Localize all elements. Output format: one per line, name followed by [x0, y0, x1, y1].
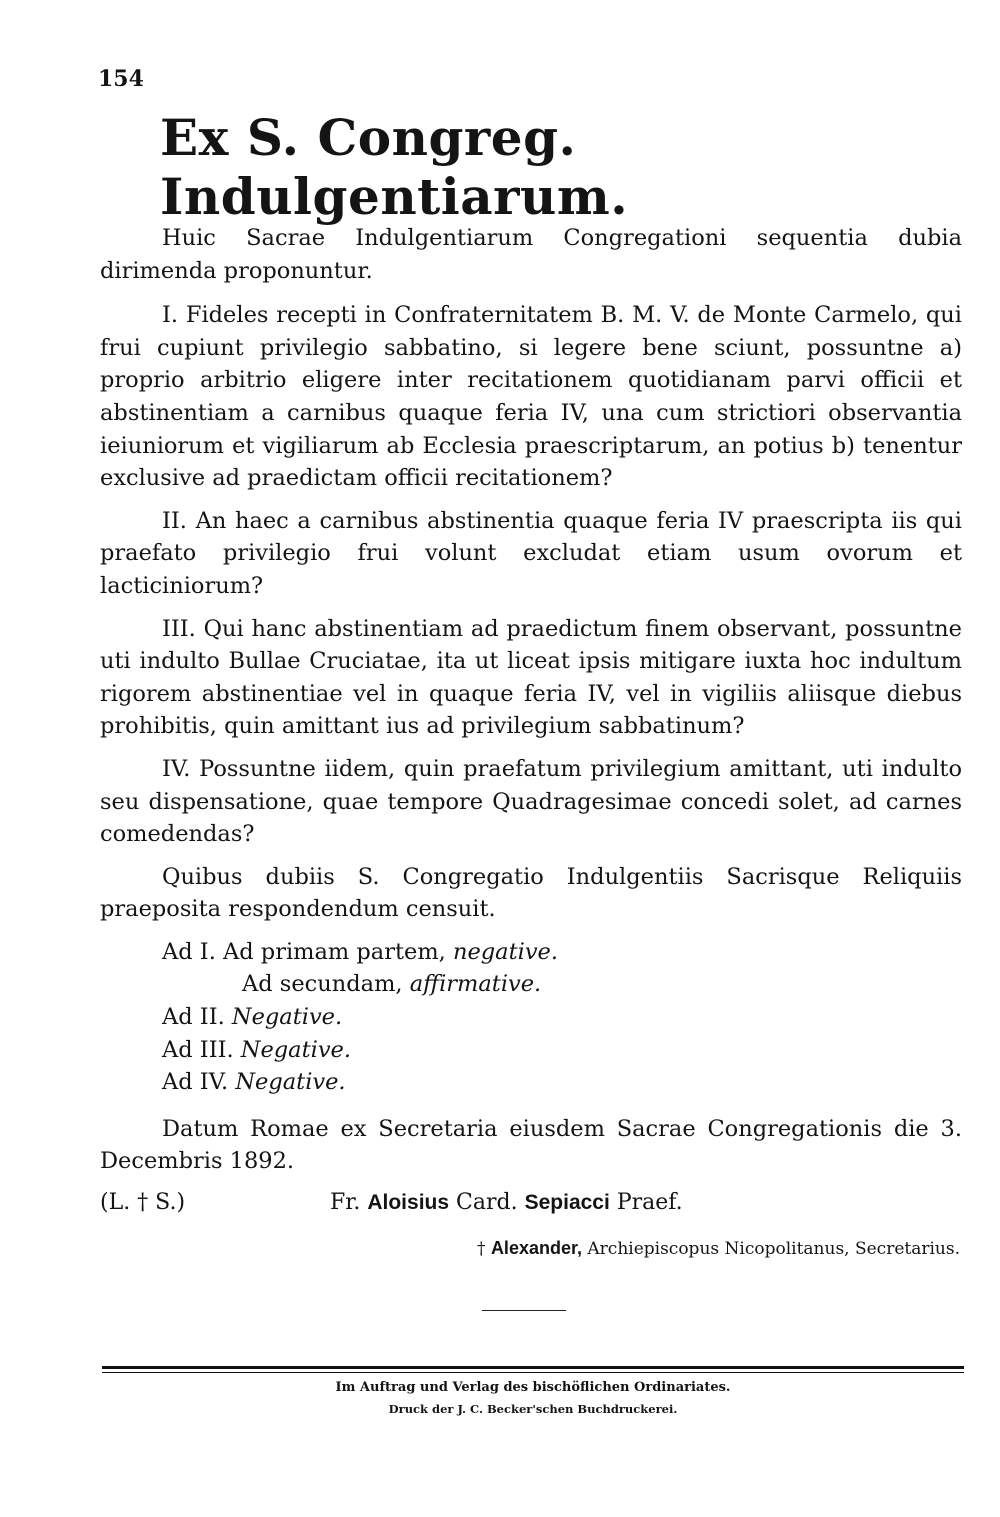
- question-1: I. Fideles recepti in Confraternitatem B. M. V. de Monte Carmelo, qui frui cupiunt privilegio sabbatino, si legere bene sciunt, possuntne a) proprio arbitrio eligere inter recitationem quotidianam parvi officii et abstinentiam a carnibus quaque feria IV, una cum strictiori observantia ieiuniorum et vigiliarum ab Ecclesia praescriptarum, an potius b) tenentur exclusive ad praedictam officii recitationem?: [100, 302, 962, 492]
- cross-mark: †: [477, 1239, 486, 1259]
- answer-1a: [100, 936, 962, 969]
- page-title: Ex S. Congreg. Indulgentiarum.: [160, 108, 629, 226]
- answer-value: Negative.: [235, 1069, 346, 1096]
- answer-value: negative.: [452, 938, 559, 965]
- dated-paragraph: Datum Romae ex Secretaria eiusdem Sacrae Congregationis die 3. Decembris 1892.: [100, 1115, 962, 1175]
- prefect-last-name: Sepiacci: [524, 1191, 610, 1214]
- answers-list: [100, 936, 962, 1099]
- answer-value: Negative.: [231, 1004, 343, 1031]
- answer-2: [100, 1001, 962, 1034]
- question-2: II. An haec a carnibus abstinentia quaque feria IV praescripta iis qui praefato privilegio frui volunt excludat etiam usum ovorum et lacticiniorum?: [100, 507, 962, 599]
- answer-4: [100, 1066, 962, 1099]
- prefect-title: Card.: [456, 1190, 518, 1215]
- answer-1b: [100, 968, 962, 1001]
- answer-prefix: Ad II.: [162, 1004, 225, 1031]
- prefect-suffix: Praef.: [616, 1190, 683, 1215]
- prefect-signature: [330, 1190, 683, 1215]
- answer-value: affirmative.: [409, 971, 542, 998]
- seal-mark: (L. † S.): [100, 1190, 186, 1215]
- answer-value: Negative.: [240, 1036, 352, 1063]
- answer-prefix: Ad I. Ad primam partem,: [162, 938, 446, 965]
- answer-3: [100, 1034, 962, 1067]
- response-intro: Quibus dubiis S. Congregatio Indulgentiis Sacrisque Reliquiis praeposita respondendum censuit.: [100, 863, 962, 923]
- page-number: 154: [98, 66, 144, 92]
- thin-rule: [102, 1372, 964, 1373]
- imprint-line-1: Im Auftrag und Verlag des bischöflichen Ordinariates.: [335, 1380, 731, 1395]
- prefect-prefix: Fr.: [330, 1190, 361, 1215]
- question-4: IV. Possuntne iidem, quin praefatum privilegium amittant, uti indulto seu dispensatione, quae tempore Quadragesimae concedi solet, ad carnes comedendas?: [100, 755, 962, 848]
- secretary-signature: [477, 1238, 960, 1259]
- document-body: [100, 222, 962, 1188]
- intro-paragraph: Huic Sacrae Indulgentiarum Congregationi sequentia dubia dirimenda proponuntur.: [100, 225, 962, 284]
- thick-rule: [102, 1366, 964, 1369]
- prefect-first-name: Aloisius: [367, 1191, 450, 1214]
- answer-prefix: Ad III.: [162, 1036, 234, 1063]
- question-3: III. Qui hanc abstinentiam ad praedictum finem observant, possuntne uti indulto Bullae Cruciatae, ita ut liceat ipsis mitigare iuxta hoc indultum rigorem abstinentiae vel in quaque feria IV, vel in vigiliis aliisque diebus prohibitis, quin amittant ius ad privilegium sabbatinum?: [100, 615, 962, 740]
- secretary-name: Alexander,: [490, 1238, 582, 1258]
- imprint-line-2: Druck der J. C. Becker'schen Buchdruckerei.: [388, 1402, 678, 1416]
- short-divider: [482, 1310, 566, 1311]
- answer-prefix: Ad secundam,: [242, 971, 403, 998]
- answer-prefix: Ad IV.: [162, 1069, 229, 1096]
- secretary-title: Archiepiscopus Nicopolitanus, Secretarius.: [587, 1239, 960, 1259]
